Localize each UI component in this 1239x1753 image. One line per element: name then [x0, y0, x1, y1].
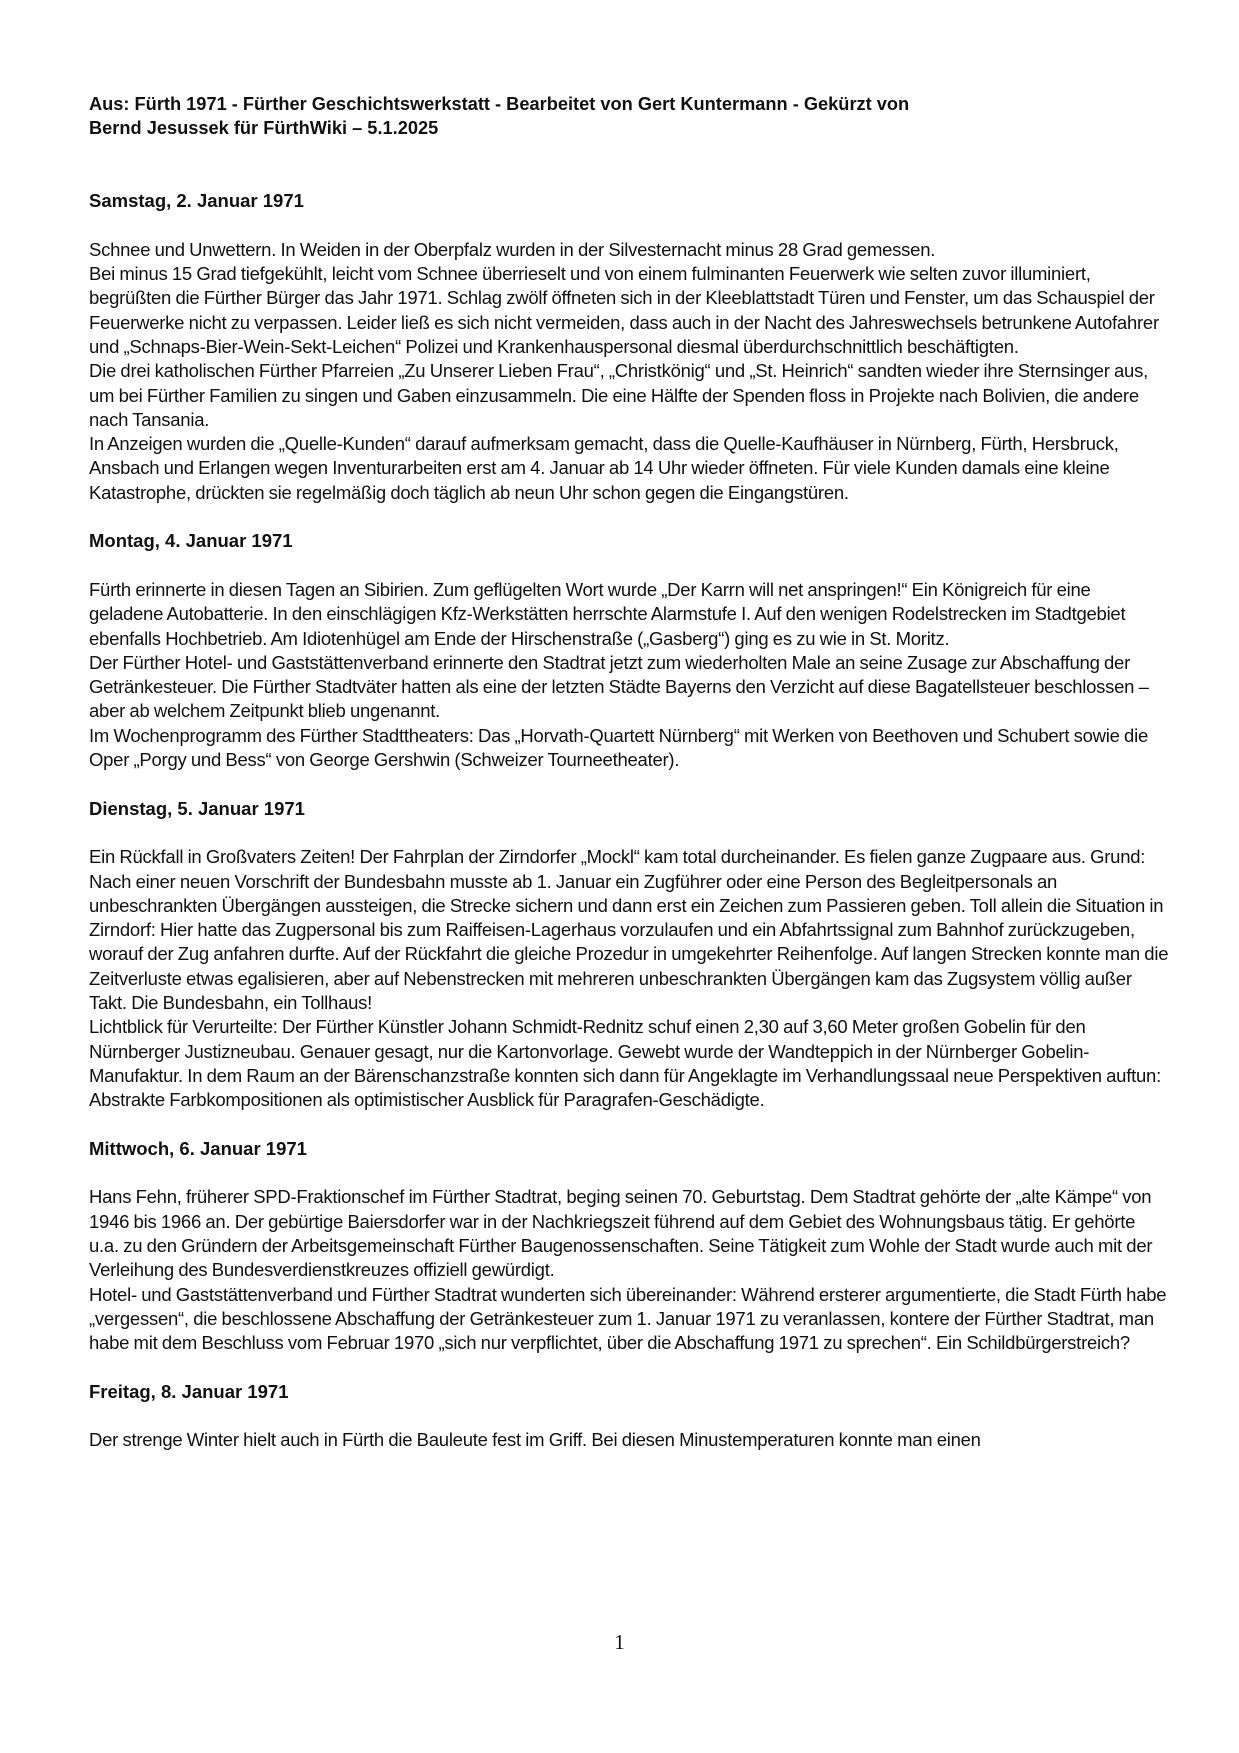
entry-heading: Mittwoch, 6. Januar 1971: [89, 1137, 307, 1159]
entry-paragraph: Bei minus 15 Grad tiefgekühlt, leicht vom Schnee überrieselt und von einem fulminanten Feuerwerk wie selten zuvor illuminiert, begrüßten die Fürther Bürger das Jahr 1971. Schlag zwölf öffneten sich in der Kleeblattstadt Türen und Fenster, um das Schauspiel der Feuerwerke nicht zu verpassen. Leider ließ es sich nicht vermeiden, dass auch in der Nacht des Jahreswechsels betrunkene Autofahrer und „Schnaps-Bier-Wein-Sekt-Leichen“ Polizei und Krankenhauspersonal diesmal überdurchschnittlich beschäftigten.: [89, 263, 1159, 357]
entry-heading: Samstag, 2. Januar 1971: [89, 190, 304, 212]
entry-dienstag-5-januar: [89, 797, 1169, 1113]
entry-paragraph: Ein Rückfall in Großvaters Zeiten! Der Fahrplan der Zirndorfer „Mockl“ kam total durcheinander. Es fielen ganze Zugpaare aus. Grund: Nach einer neuen Vorschrift der Bundesbahn musste ab 1. Januar ein Zugführer oder eine Person des Begleitpersonals an unbeschrankten Übergängen aussteigen, die Strecke sichern und dann erst ein Zeichen zum Passieren geben. Toll allein die Situation in Zirndorf: Hier hatte das Zugpersonal bis zum Raiffeisen-Lagerhaus vorzulaufen und ein Abfahrtssignal zum Bahnhof zurückzugeben, worauf der Zug anfahren durfte. Auf der Rückfahrt die gleiche Prozedur in umgekehrter Reihenfolge. Auf langen Strecken konnte man die Zeitverluste etwas egalisieren, aber auf Nebenstrecken mit mehreren unbeschrankten Übergängen kam das Zugsystem völlig außer Takt. Die Bundesbahn, ein Tollhaus!: [89, 846, 1169, 1013]
entry-samstag-2-januar: [89, 189, 1169, 505]
entry-paragraph: In Anzeigen wurden die „Quelle-Kunden“ darauf aufmerksam gemacht, dass die Quelle-Kaufhäuser in Nürnberg, Fürth, Hersbruck, Ansbach und Erlangen wegen Inventurarbeiten erst am 4. Januar ab 14 Uhr wieder öffneten. Für viele Kunden damals eine kleine Katastrophe, drückten sie regelmäßig doch täglich ab neun Uhr schon gegen die Eingangstüren.: [89, 433, 1119, 503]
entry-paragraph: Die drei katholischen Fürther Pfarreien „Zu Unserer Lieben Frau“, „Christkönig“ und „St. Heinrich“ sandten wieder ihre Sternsinger aus, um bei Fürther Familien zu singen und Gaben einzusammeln. Die eine Hälfte der Spenden floss in Projekte nach Bolivien, die andere nach Tansania.: [89, 360, 1148, 430]
entry-paragraph: Hotel- und Gaststättenverband und Fürther Stadtrat wunderten sich übereinander: Während ersterer argumentierte, die Stadt Fürth habe „vergessen“, die beschlossene Abschaffung der Getränkesteuer zum 1. Januar 1971 zu veranlassen, kontere der Fürther Stadtrat, man habe mit dem Beschluss vom Februar 1970 „sich nur verpflichtet, über die Abschaffung 1971 zu sprechen“. Ein Schildbürgerstreich?: [89, 1283, 1167, 1354]
entry-heading: Freitag, 8. Januar 1971: [89, 1380, 289, 1402]
document-title: [89, 92, 1153, 141]
entry-paragraph: Der strenge Winter hielt auch in Fürth die Bauleute fest im Griff. Bei diesen Minustemperaturen konnte man einen: [89, 1429, 981, 1451]
page-number: 1: [614, 1630, 625, 1654]
entry-paragraph: Schnee und Unwettern. In Weiden in der Oberpfalz wurden in der Silvesternacht minus 28 Grad gemessen.: [89, 238, 936, 260]
title-line-2: Bernd Jesussek für FürthWiki – 5.1.2025: [89, 117, 439, 139]
entry-heading: Montag, 4. Januar 1971: [89, 530, 293, 552]
entry-paragraph: Fürth erinnerte in diesen Tagen an Sibirien. Zum geflügelten Wort wurde „Der Karrn will net anspringen!“ Ein Königreich für eine geladene Autobatterie. In den einschlägigen Kfz-Werkstätten herrschte Alarmstufe I. Auf den wenigen Rodelstrecken im Stadtgebiet ebenfalls Hochbetrieb. Am Idiotenhügel am Ende der Hirschenstraße („Gasberg“) ging es zu wie in St. Moritz.: [89, 578, 1126, 649]
entry-heading: Dienstag, 5. Januar 1971: [89, 797, 305, 819]
entry-paragraph: Im Wochenprogramm des Fürther Stadttheaters: Das „Horvath-Quartett Nürnberg“ mit Werken von Beethoven und Schubert sowie die Oper „Porgy und Bess“ von George Gershwin (Schweizer Tourneetheater).: [89, 724, 1148, 771]
entry-mittwoch-6-januar: [89, 1137, 1169, 1356]
entry-freitag-8-januar: [89, 1380, 1169, 1453]
entry-paragraph: Der Fürther Hotel- und Gaststättenverband erinnerte den Stadtrat jetzt zum wiederholten Male an seine Zusage zur Abschaffung der Getränkesteuer. Die Fürther Stadtväter hatten als eine der letzten Städte Bayerns den Verzicht auf diese Bagatellsteuer beschlossen – aber ab welchem Zeitpunkt blieb ungenannt.: [89, 651, 1149, 722]
document-page: [89, 92, 1169, 1453]
title-line-1: Aus: Fürth 1971 - Fürther Geschichtswerkstatt - Bearbeitet von Gert Kuntermann - Gekürzt von: [89, 93, 910, 114]
entry-montag-4-januar: [89, 529, 1169, 772]
entry-paragraph: Lichtblick für Verurteilte: Der Fürther Künstler Johann Schmidt-Rednitz schuf einen 2,30 auf 3,60 Meter großen Gobelin für den Nürnberger Justizneubau. Genauer gesagt, nur die Kartonvorlage. Gewebt wurde der Wandteppich in der Nürnberger Gobelin-Manufaktur. In dem Raum an der Bärenschanzstraße konnten sich dann für Angeklagte im Verhandlungssaal neue Perspektiven auftun: Abstrakte Farbkompositionen als optimistischer Ausblick für Paragrafen-Geschädigte.: [89, 1016, 1161, 1111]
entry-paragraph: Hans Fehn, früherer SPD-Fraktionschef im Fürther Stadtrat, beging seinen 70. Geburtstag. Dem Stadtrat gehörte der „alte Kämpe“ von 1946 bis 1966 an. Der gebürtige Baiersdorfer war in der Nachkriegszeit führend auf dem Gebiet des Wohnungsbaus tätig. Er gehörte u.a. zu den Gründern der Arbeitsgemeinschaft Fürther Baugenossenschaften. Seine Tätigkeit zum Wohle der Stadt wurde auch mit der Verleihung des Bundesverdienstkreuzes offiziell gewürdigt.: [89, 1186, 1153, 1281]
